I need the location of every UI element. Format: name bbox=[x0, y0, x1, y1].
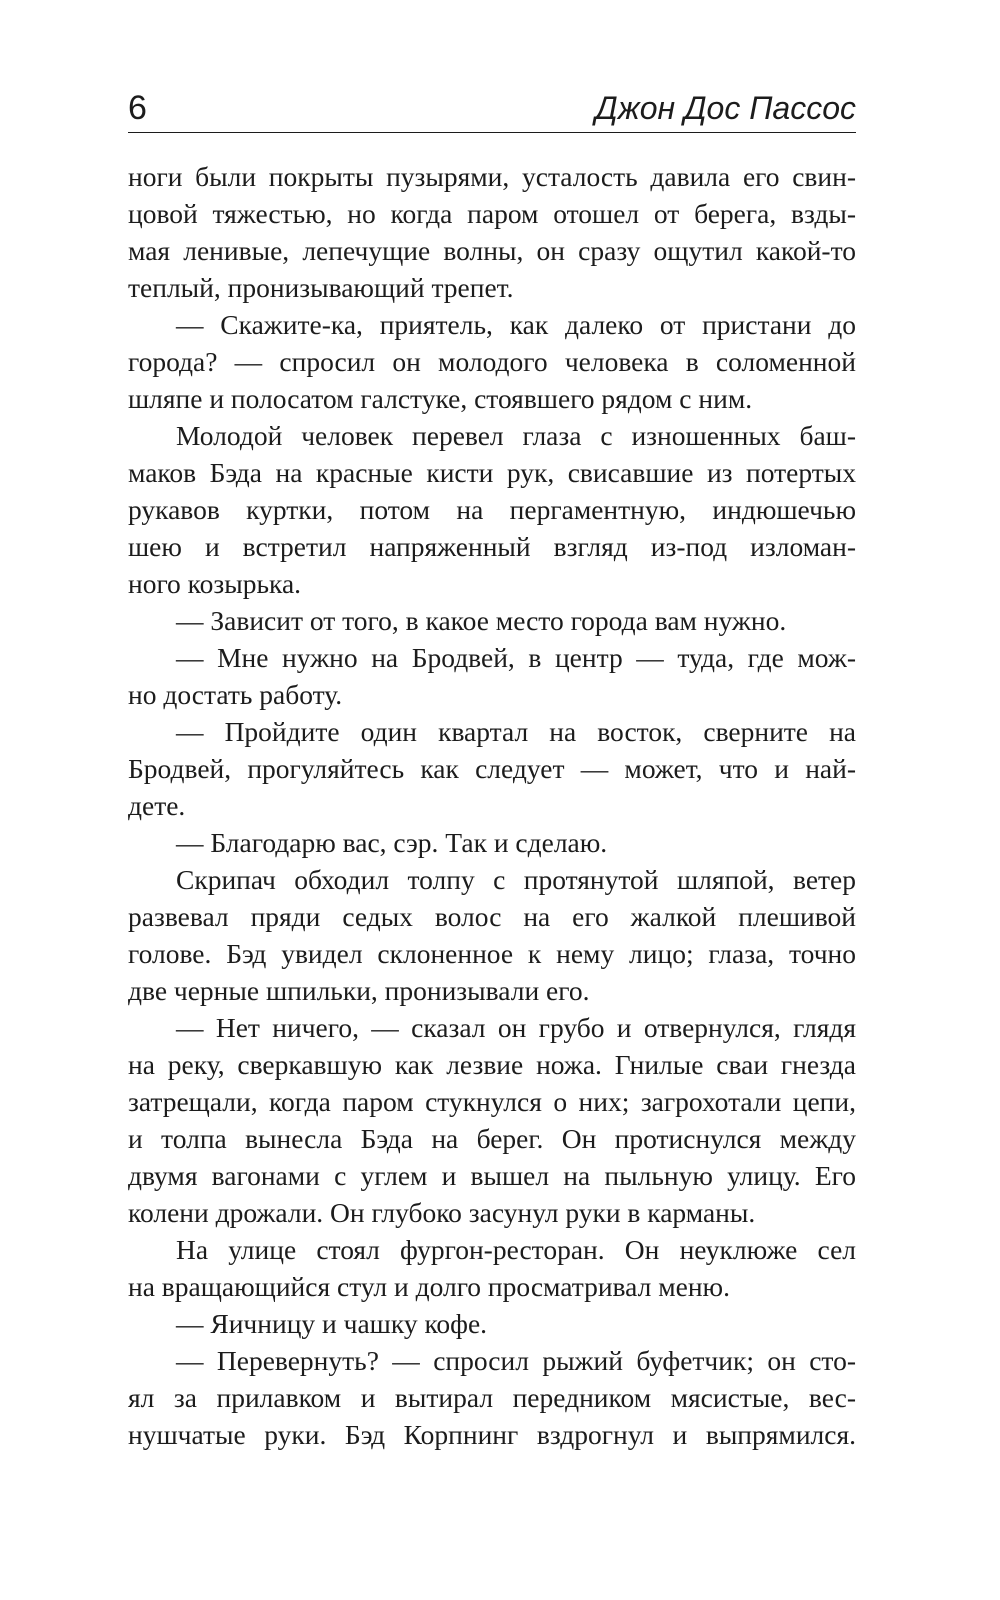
text-line: — Перевернуть? — спросил рыжий буфетчик; он сто- bbox=[176, 1345, 856, 1376]
text-line: голове. Бэд увидел склоненное к нему лицо; глаза, точно bbox=[128, 938, 856, 969]
text-line: затрещали, когда паром стукнулся о них; загрохотали цепи, bbox=[128, 1086, 856, 1117]
text-line: Бродвей, прогуляйтесь как следует — может, что и най- bbox=[128, 753, 856, 784]
text-line: На улице стоял фургон-ресторан. Он неуклюже сел bbox=[176, 1234, 856, 1265]
text-line: ноги были покрыты пузырями, усталость давила его свин- bbox=[128, 161, 856, 192]
text-line: но достать работу. bbox=[128, 679, 343, 710]
text-line: двумя вагонами с углем и вышел на пыльную улицу. Его bbox=[128, 1160, 856, 1191]
text-line: колени дрожали. Он глубоко засунул руки в карманы. bbox=[128, 1197, 756, 1228]
text-line: — Мне нужно на Бродвей, в центр — туда, где мож- bbox=[176, 642, 856, 673]
text-line: на вращающийся стул и долго просматривал меню. bbox=[128, 1271, 730, 1302]
page-header bbox=[128, 88, 856, 133]
text-line: цовой тяжестью, но когда паром отошел от берега, взды- bbox=[128, 198, 856, 229]
running-head-author: Джон Дос Пассос bbox=[595, 90, 856, 126]
text-line: Скрипач обходил толпу с протянутой шляпой, ветер bbox=[176, 864, 856, 895]
text-line: на реку, сверкавшую как лезвие ножа. Гнилые сваи гнезда bbox=[128, 1049, 856, 1080]
text-line: — Пройдите один квартал на восток, сверните на bbox=[176, 716, 856, 747]
text-line: развевал пряди седых волос на его жалкой плешивой bbox=[128, 901, 856, 932]
text-line: нушчатые руки. Бэд Корпнинг вздрогнул и выпрямился. bbox=[128, 1419, 856, 1450]
text-line: — Яичницу и чашку кофе. bbox=[176, 1308, 488, 1339]
text-line: шляпе и полосатом галстуке, стоявшего рядом с ним. bbox=[128, 383, 753, 414]
text-line: шею и встретил напряженный взгляд из-под изломан- bbox=[128, 531, 856, 562]
text-line: Молодой человек перевел глаза с изношенных баш- bbox=[176, 420, 856, 451]
text-line: маков Бэда на красные кисти рук, свисавшие из потертых bbox=[128, 457, 856, 488]
text-line: две черные шпильки, пронизывали его. bbox=[128, 975, 590, 1006]
text-line: и толпа вынесла Бэда на берег. Он протиснулся между bbox=[128, 1123, 856, 1154]
text-line: рукавов куртки, потом на пергаментную, индюшечью bbox=[128, 494, 856, 525]
text-line: — Зависит от того, в какое место города вам нужно. bbox=[176, 605, 787, 636]
text-line: — Благодарю вас, сэр. Так и сделаю. bbox=[176, 827, 608, 858]
text-line: ного козырька. bbox=[128, 568, 302, 599]
text-line: города? — спросил он молодого человека в соломенной bbox=[128, 346, 856, 377]
text-line: мая ленивые, лепечущие волны, он сразу ощутил какой-то bbox=[128, 235, 856, 266]
text-line: — Скажите-ка, приятель, как далеко от пристани до bbox=[176, 309, 856, 340]
page-number: 6 bbox=[128, 89, 147, 127]
text-line: — Нет ничего, — сказал он грубо и отвернулся, глядя bbox=[176, 1012, 856, 1043]
body-text bbox=[128, 158, 856, 1453]
text-line: ял за прилавком и вытирал передником мясистые, вес- bbox=[128, 1382, 856, 1413]
text-line: дете. bbox=[128, 790, 186, 821]
text-line: теплый, пронизывающий трепет. bbox=[128, 272, 514, 303]
